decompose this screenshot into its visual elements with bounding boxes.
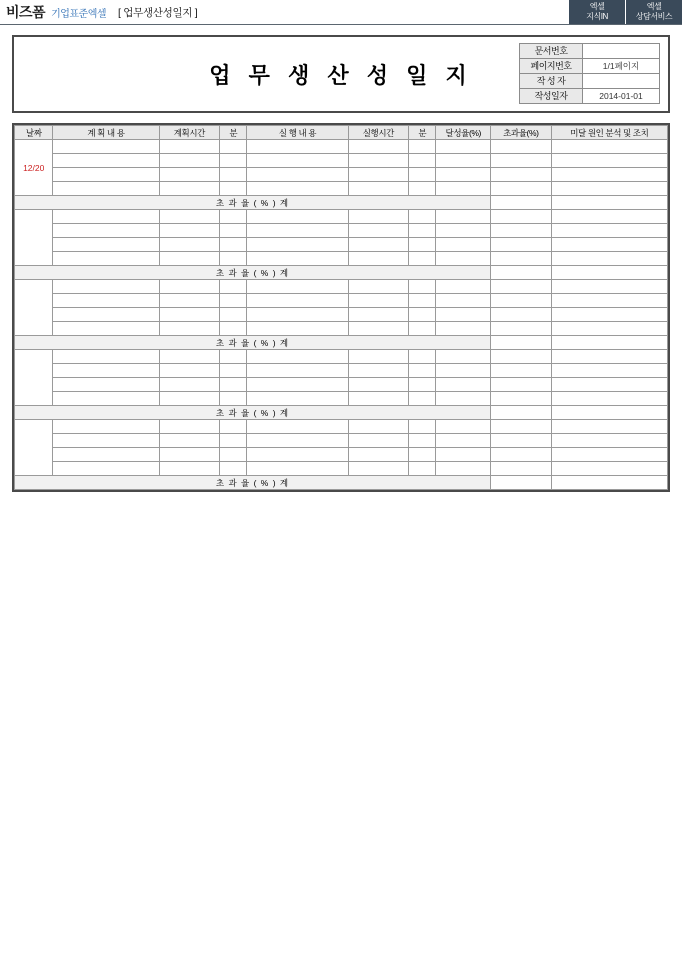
table-cell[interactable] — [348, 140, 409, 154]
table-cell[interactable] — [220, 392, 247, 406]
table-cell[interactable] — [436, 294, 491, 308]
table-cell[interactable] — [436, 448, 491, 462]
excel-knowledge-line1: 엑셀 — [589, 2, 605, 11]
table-cell[interactable] — [53, 448, 159, 462]
table-cell[interactable] — [436, 350, 491, 364]
table-header-cell: 초과율(%) — [491, 126, 552, 140]
sum-row — [15, 406, 668, 420]
table-row — [15, 308, 668, 322]
table-cell[interactable] — [436, 224, 491, 238]
page-title: 업 무 생 산 성 일 지 — [209, 63, 473, 88]
document-meta-row — [520, 74, 660, 89]
table-row — [15, 420, 668, 434]
table-cell[interactable] — [436, 308, 491, 322]
table-cell[interactable] — [436, 364, 491, 378]
excel-consult-line1: 엑셀 — [646, 2, 662, 11]
table-cell[interactable] — [247, 182, 348, 196]
table-cell[interactable] — [409, 364, 436, 378]
table-cell[interactable] — [247, 322, 348, 336]
table-cell[interactable] — [220, 280, 247, 294]
table-cell[interactable] — [247, 168, 348, 182]
table-cell[interactable] — [491, 350, 552, 364]
table-row — [15, 350, 668, 364]
table-cell[interactable] — [247, 210, 348, 224]
table-cell[interactable] — [409, 168, 436, 182]
table-header-cell: 날짜 — [15, 126, 53, 140]
document-header — [12, 35, 670, 113]
table-cell[interactable] — [247, 462, 348, 476]
sum-value[interactable] — [491, 336, 552, 350]
sum-row — [15, 336, 668, 350]
table-cell[interactable] — [409, 434, 436, 448]
table-cell[interactable] — [53, 378, 159, 392]
table-cell[interactable] — [491, 364, 552, 378]
table-cell[interactable] — [53, 224, 159, 238]
table-cell[interactable] — [348, 420, 409, 434]
topbar-actions — [568, 0, 682, 24]
sum-value[interactable] — [491, 406, 552, 420]
table-cell[interactable] — [491, 224, 552, 238]
table-cell[interactable] — [348, 462, 409, 476]
table-cell[interactable] — [159, 252, 220, 266]
table-cell[interactable] — [247, 294, 348, 308]
table-cell[interactable] — [409, 448, 436, 462]
table-cell[interactable] — [551, 168, 667, 182]
table-row — [15, 280, 668, 294]
table-cell[interactable] — [491, 308, 552, 322]
table-cell[interactable] — [220, 420, 247, 434]
table-cell[interactable] — [409, 392, 436, 406]
table-cell[interactable] — [348, 364, 409, 378]
table-cell[interactable] — [159, 168, 220, 182]
table-cell[interactable] — [53, 280, 159, 294]
table-cell[interactable] — [491, 154, 552, 168]
sum-note[interactable] — [551, 266, 667, 280]
sum-row — [15, 196, 668, 210]
table-cell[interactable] — [491, 322, 552, 336]
sum-value[interactable] — [491, 476, 552, 490]
document-meta-label: 페이지번호 — [520, 59, 583, 74]
table-cell[interactable] — [409, 462, 436, 476]
table-cell[interactable] — [409, 280, 436, 294]
table-cell[interactable] — [247, 154, 348, 168]
table-cell[interactable] — [247, 378, 348, 392]
app-topbar — [0, 0, 682, 25]
table-cell[interactable] — [159, 322, 220, 336]
date-cell[interactable] — [15, 420, 53, 476]
table-cell[interactable] — [159, 294, 220, 308]
table-cell[interactable] — [247, 238, 348, 252]
sum-row — [15, 266, 668, 280]
table-cell[interactable] — [53, 252, 159, 266]
table-cell[interactable] — [409, 378, 436, 392]
table-cell[interactable] — [220, 434, 247, 448]
table-cell[interactable] — [220, 224, 247, 238]
table-cell[interactable] — [551, 140, 667, 154]
document-meta-label: 문서번호 — [520, 44, 583, 59]
table-cell[interactable] — [53, 322, 159, 336]
table-cell[interactable] — [348, 238, 409, 252]
table-cell[interactable] — [159, 350, 220, 364]
table-row — [15, 378, 668, 392]
table-cell[interactable] — [53, 434, 159, 448]
sum-label: 초 과 율 ( % ) 계 — [15, 336, 491, 350]
excel-consult-line2: 상담서비스 — [635, 12, 673, 21]
document-meta-row — [520, 59, 660, 74]
table-cell[interactable] — [491, 462, 552, 476]
table-cell[interactable] — [53, 308, 159, 322]
table-cell[interactable] — [53, 238, 159, 252]
document-meta-body — [520, 44, 660, 104]
table-cell[interactable] — [436, 238, 491, 252]
table-cell[interactable] — [409, 182, 436, 196]
table-cell[interactable] — [551, 322, 667, 336]
table-cell[interactable] — [491, 140, 552, 154]
table-cell[interactable] — [551, 392, 667, 406]
table-cell[interactable] — [247, 252, 348, 266]
table-cell[interactable] — [491, 280, 552, 294]
table-cell[interactable] — [409, 308, 436, 322]
table-cell[interactable] — [247, 392, 348, 406]
table-cell[interactable] — [159, 154, 220, 168]
table-cell[interactable] — [409, 350, 436, 364]
table-cell[interactable] — [220, 140, 247, 154]
table-cell[interactable] — [348, 322, 409, 336]
table-header-cell: 미달 원인 분석 및 조치 — [551, 126, 667, 140]
table-cell[interactable] — [348, 434, 409, 448]
table-cell[interactable] — [436, 434, 491, 448]
document-meta-label: 작 성 자 — [520, 74, 583, 89]
table-cell[interactable] — [409, 322, 436, 336]
table-cell[interactable] — [551, 224, 667, 238]
brand-logo: 비즈폼 — [6, 4, 46, 20]
table-cell[interactable] — [551, 420, 667, 434]
table-cell[interactable] — [348, 252, 409, 266]
sum-label: 초 과 율 ( % ) 계 — [15, 406, 491, 420]
table-cell[interactable] — [491, 448, 552, 462]
table-row — [15, 140, 668, 154]
table-header-cell: 계획시간 — [159, 126, 220, 140]
table-cell[interactable] — [159, 392, 220, 406]
table-row — [15, 294, 668, 308]
table-cell[interactable] — [159, 224, 220, 238]
table-cell[interactable] — [159, 434, 220, 448]
table-cell[interactable] — [551, 210, 667, 224]
table-header-cell: 실행시간 — [348, 126, 409, 140]
table-cell[interactable] — [551, 280, 667, 294]
table-cell[interactable] — [491, 378, 552, 392]
table-cell[interactable] — [436, 252, 491, 266]
table-cell[interactable] — [551, 462, 667, 476]
productivity-table-body — [15, 140, 668, 490]
table-cell[interactable] — [491, 238, 552, 252]
table-cell[interactable] — [348, 448, 409, 462]
table-cell[interactable] — [220, 168, 247, 182]
table-cell[interactable] — [551, 182, 667, 196]
table-header-cell: 달성율(%) — [436, 126, 491, 140]
table-header-cell: 분 — [220, 126, 247, 140]
productivity-grid-wrap — [12, 123, 670, 492]
sum-label: 초 과 율 ( % ) 계 — [15, 196, 491, 210]
table-cell[interactable] — [348, 308, 409, 322]
date-cell[interactable] — [15, 280, 53, 336]
table-cell[interactable] — [220, 378, 247, 392]
document-meta-row — [520, 44, 660, 59]
table-row — [15, 448, 668, 462]
table-cell[interactable] — [348, 280, 409, 294]
sum-value[interactable] — [491, 266, 552, 280]
table-cell[interactable] — [53, 364, 159, 378]
table-cell[interactable] — [551, 238, 667, 252]
table-row — [15, 392, 668, 406]
table-header-cell: 실 행 내 용 — [247, 126, 348, 140]
excel-knowledge-line2: 지식IN — [586, 12, 608, 21]
table-cell[interactable] — [220, 182, 247, 196]
table-cell[interactable] — [551, 252, 667, 266]
table-cell[interactable] — [348, 210, 409, 224]
table-cell[interactable] — [247, 140, 348, 154]
table-cell[interactable] — [491, 420, 552, 434]
table-cell[interactable] — [348, 182, 409, 196]
date-cell[interactable] — [15, 350, 53, 406]
table-row — [15, 462, 668, 476]
table-cell[interactable] — [551, 154, 667, 168]
sum-row — [15, 476, 668, 490]
table-cell[interactable] — [436, 462, 491, 476]
table-cell[interactable] — [409, 210, 436, 224]
table-cell[interactable] — [53, 294, 159, 308]
table-cell[interactable] — [53, 350, 159, 364]
document-sheet — [0, 25, 682, 492]
table-cell[interactable] — [491, 434, 552, 448]
table-cell[interactable] — [436, 168, 491, 182]
table-cell[interactable] — [247, 420, 348, 434]
table-cell[interactable] — [348, 294, 409, 308]
table-cell[interactable] — [220, 350, 247, 364]
table-cell[interactable] — [53, 140, 159, 154]
table-cell[interactable] — [491, 182, 552, 196]
table-cell[interactable] — [53, 154, 159, 168]
table-cell[interactable] — [551, 448, 667, 462]
sum-label: 초 과 율 ( % ) 계 — [15, 266, 491, 280]
table-cell[interactable] — [551, 364, 667, 378]
table-cell[interactable] — [220, 252, 247, 266]
sum-note[interactable] — [551, 336, 667, 350]
table-row — [15, 434, 668, 448]
productivity-table — [14, 125, 668, 490]
table-cell[interactable] — [551, 378, 667, 392]
table-cell[interactable] — [159, 364, 220, 378]
table-cell[interactable] — [247, 448, 348, 462]
table-cell[interactable] — [159, 280, 220, 294]
table-cell[interactable] — [159, 462, 220, 476]
table-cell[interactable] — [348, 224, 409, 238]
table-cell[interactable] — [247, 434, 348, 448]
table-cell[interactable] — [53, 392, 159, 406]
table-cell[interactable] — [53, 182, 159, 196]
table-cell[interactable] — [159, 420, 220, 434]
table-row — [15, 210, 668, 224]
sum-value[interactable] — [491, 196, 552, 210]
table-cell[interactable] — [491, 252, 552, 266]
sum-note[interactable] — [551, 196, 667, 210]
table-cell[interactable] — [247, 350, 348, 364]
table-cell[interactable] — [409, 140, 436, 154]
table-cell[interactable] — [220, 308, 247, 322]
table-cell[interactable] — [348, 154, 409, 168]
date-cell[interactable] — [15, 210, 53, 266]
table-cell[interactable] — [159, 238, 220, 252]
table-cell[interactable] — [491, 294, 552, 308]
document-meta-value[interactable]: 2014-01-01 — [583, 89, 660, 104]
table-cell[interactable] — [436, 140, 491, 154]
document-meta-value[interactable]: 1/1페이지 — [583, 59, 660, 74]
table-cell[interactable] — [409, 238, 436, 252]
brand-subtitle: 기업표준엑셀 — [51, 8, 107, 20]
table-row — [15, 364, 668, 378]
table-cell[interactable] — [53, 210, 159, 224]
table-cell[interactable] — [551, 434, 667, 448]
document-meta-value[interactable] — [583, 74, 660, 89]
table-row — [15, 238, 668, 252]
table-row — [15, 252, 668, 266]
table-row — [15, 322, 668, 336]
document-meta-table — [519, 43, 660, 104]
excel-consult-button[interactable] — [625, 0, 682, 24]
table-cell[interactable] — [159, 140, 220, 154]
document-name-label: [ 업무생산성일지 ] — [118, 6, 198, 19]
table-cell[interactable] — [220, 154, 247, 168]
table-header-cell: 분 — [409, 126, 436, 140]
table-cell[interactable] — [551, 350, 667, 364]
table-cell[interactable] — [436, 182, 491, 196]
sum-note[interactable] — [551, 476, 667, 490]
table-cell[interactable] — [409, 154, 436, 168]
table-cell[interactable] — [220, 448, 247, 462]
sum-note[interactable] — [551, 406, 667, 420]
table-cell[interactable] — [348, 168, 409, 182]
table-cell[interactable] — [409, 252, 436, 266]
table-row — [15, 154, 668, 168]
table-cell[interactable] — [220, 294, 247, 308]
table-row — [15, 224, 668, 238]
table-cell[interactable] — [491, 392, 552, 406]
table-row — [15, 182, 668, 196]
table-header-row — [15, 126, 668, 140]
table-cell[interactable] — [53, 168, 159, 182]
table-cell[interactable] — [436, 378, 491, 392]
table-row — [15, 168, 668, 182]
table-cell[interactable] — [247, 224, 348, 238]
table-cell[interactable] — [53, 462, 159, 476]
date-cell[interactable]: 12/20 — [15, 140, 53, 196]
table-cell[interactable] — [247, 280, 348, 294]
table-cell[interactable] — [159, 378, 220, 392]
table-cell[interactable] — [159, 210, 220, 224]
table-cell[interactable] — [436, 280, 491, 294]
table-cell[interactable] — [348, 392, 409, 406]
table-cell[interactable] — [436, 420, 491, 434]
table-cell[interactable] — [409, 420, 436, 434]
document-meta-row — [520, 89, 660, 104]
table-cell[interactable] — [436, 154, 491, 168]
table-cell[interactable] — [247, 308, 348, 322]
table-cell[interactable] — [491, 210, 552, 224]
table-cell[interactable] — [159, 448, 220, 462]
table-cell[interactable] — [436, 392, 491, 406]
table-cell[interactable] — [220, 364, 247, 378]
table-cell[interactable] — [220, 238, 247, 252]
table-cell[interactable] — [247, 364, 348, 378]
table-cell[interactable] — [220, 210, 247, 224]
table-cell[interactable] — [220, 322, 247, 336]
sum-label: 초 과 율 ( % ) 계 — [15, 476, 491, 490]
excel-knowledge-button[interactable] — [568, 0, 625, 24]
table-cell[interactable] — [551, 308, 667, 322]
document-meta-label: 작성일자 — [520, 89, 583, 104]
table-cell[interactable] — [491, 168, 552, 182]
productivity-table-head — [15, 126, 668, 140]
table-cell[interactable] — [159, 182, 220, 196]
table-cell[interactable] — [159, 308, 220, 322]
table-cell[interactable] — [220, 462, 247, 476]
table-cell[interactable] — [436, 210, 491, 224]
table-cell[interactable] — [409, 294, 436, 308]
table-cell[interactable] — [348, 350, 409, 364]
table-header-cell: 계 획 내 용 — [53, 126, 159, 140]
table-cell[interactable] — [409, 224, 436, 238]
table-cell[interactable] — [53, 420, 159, 434]
table-cell[interactable] — [436, 322, 491, 336]
table-cell[interactable] — [348, 378, 409, 392]
document-meta-value[interactable] — [583, 44, 660, 59]
table-cell[interactable] — [551, 294, 667, 308]
